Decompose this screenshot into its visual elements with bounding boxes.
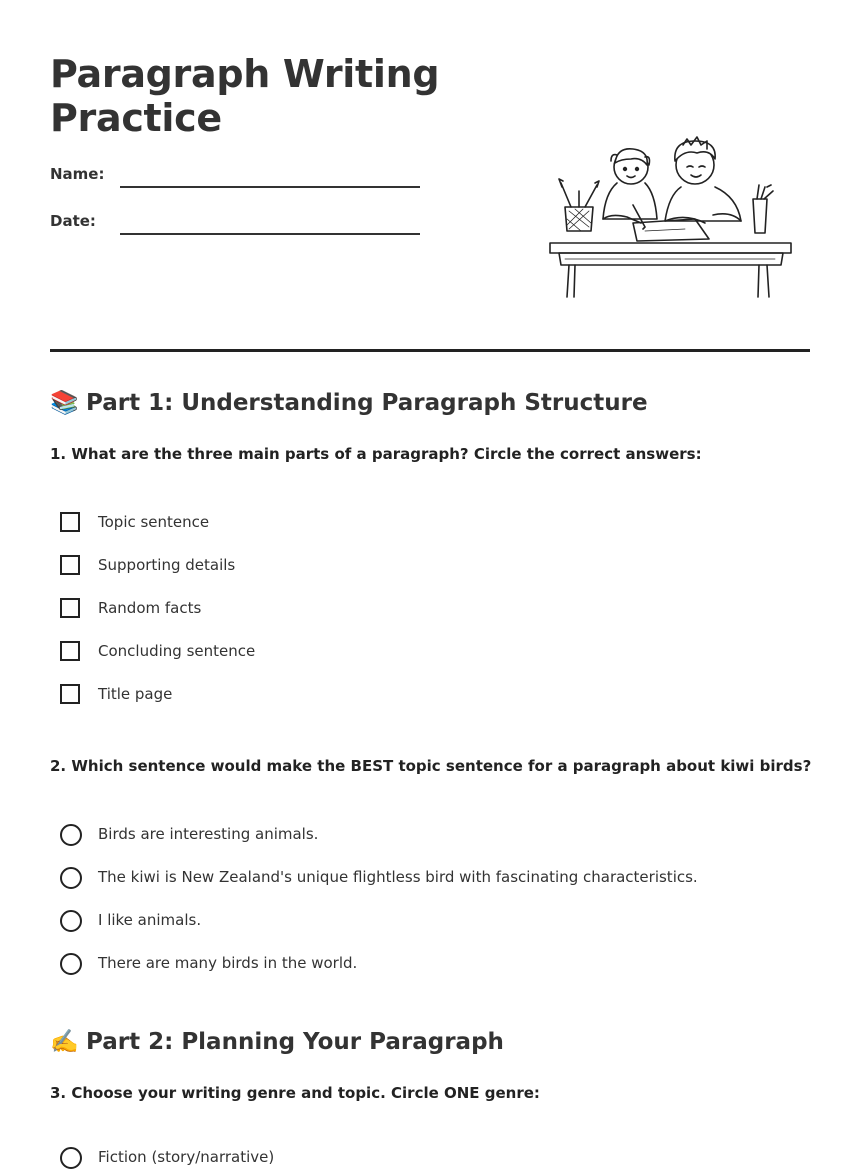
q2-option-label: The kiwi is New Zealand's unique flightless bird with fascinating characteristics. bbox=[98, 868, 698, 886]
part2-heading bbox=[50, 1027, 504, 1057]
radio-circle[interactable] bbox=[60, 824, 82, 846]
radio-circle[interactable] bbox=[60, 953, 82, 975]
date-input-line[interactable] bbox=[120, 209, 420, 235]
q1-option-label: Topic sentence bbox=[98, 513, 210, 531]
desk-leg-left bbox=[567, 265, 575, 297]
girl-pencil bbox=[633, 205, 645, 229]
question-3: 3. Choose your writing genre and topic. Circle ONE genre: bbox=[50, 1084, 540, 1102]
radio-circle[interactable] bbox=[60, 910, 82, 932]
header-divider bbox=[50, 349, 810, 352]
radio-circle[interactable] bbox=[60, 867, 82, 889]
pencil-holder-right bbox=[753, 199, 767, 233]
name-label: Name: bbox=[50, 165, 105, 183]
checkbox[interactable] bbox=[60, 512, 80, 532]
q1-option-label: Title page bbox=[98, 685, 173, 703]
checkbox[interactable] bbox=[60, 555, 80, 575]
boy-body bbox=[665, 187, 741, 221]
writing-hand-icon: ✍️ bbox=[50, 1029, 79, 1055]
q2-option-label: There are many birds in the world. bbox=[98, 954, 358, 972]
question-2: 2. Which sentence would make the BEST topic sentence for a paragraph about kiwi birds? bbox=[50, 757, 812, 775]
desk-top bbox=[550, 243, 791, 253]
checkbox[interactable] bbox=[60, 598, 80, 618]
kids-writing-illustration bbox=[545, 135, 795, 300]
q1-option-label: Random facts bbox=[98, 599, 202, 617]
date-label: Date: bbox=[50, 212, 96, 230]
part1-heading bbox=[50, 388, 648, 418]
q1-option-label: Supporting details bbox=[98, 556, 236, 574]
checkbox[interactable] bbox=[60, 641, 80, 661]
date-field[interactable] bbox=[50, 209, 420, 237]
girl-body bbox=[603, 183, 657, 219]
name-input-line[interactable] bbox=[120, 162, 420, 188]
part1-heading-text: Part 1: Understanding Paragraph Structure bbox=[86, 390, 648, 416]
q2-option-label: I like animals. bbox=[98, 911, 202, 929]
checkbox[interactable] bbox=[60, 684, 80, 704]
q2-option-label: Birds are interesting animals. bbox=[98, 825, 319, 843]
desk-leg-right bbox=[758, 265, 769, 297]
part2-heading-text: Part 2: Planning Your Paragraph bbox=[86, 1029, 504, 1055]
question-1: 1. What are the three main parts of a paragraph? Circle the correct answers: bbox=[50, 445, 702, 463]
books-icon: 📚 bbox=[50, 390, 79, 416]
name-field[interactable] bbox=[50, 162, 420, 190]
q1-option-label: Concluding sentence bbox=[98, 642, 256, 660]
page-title: Paragraph Writing Practice bbox=[50, 52, 440, 140]
q3-option-label: Fiction (story/narrative) bbox=[98, 1148, 275, 1166]
radio-circle[interactable] bbox=[60, 1147, 82, 1169]
